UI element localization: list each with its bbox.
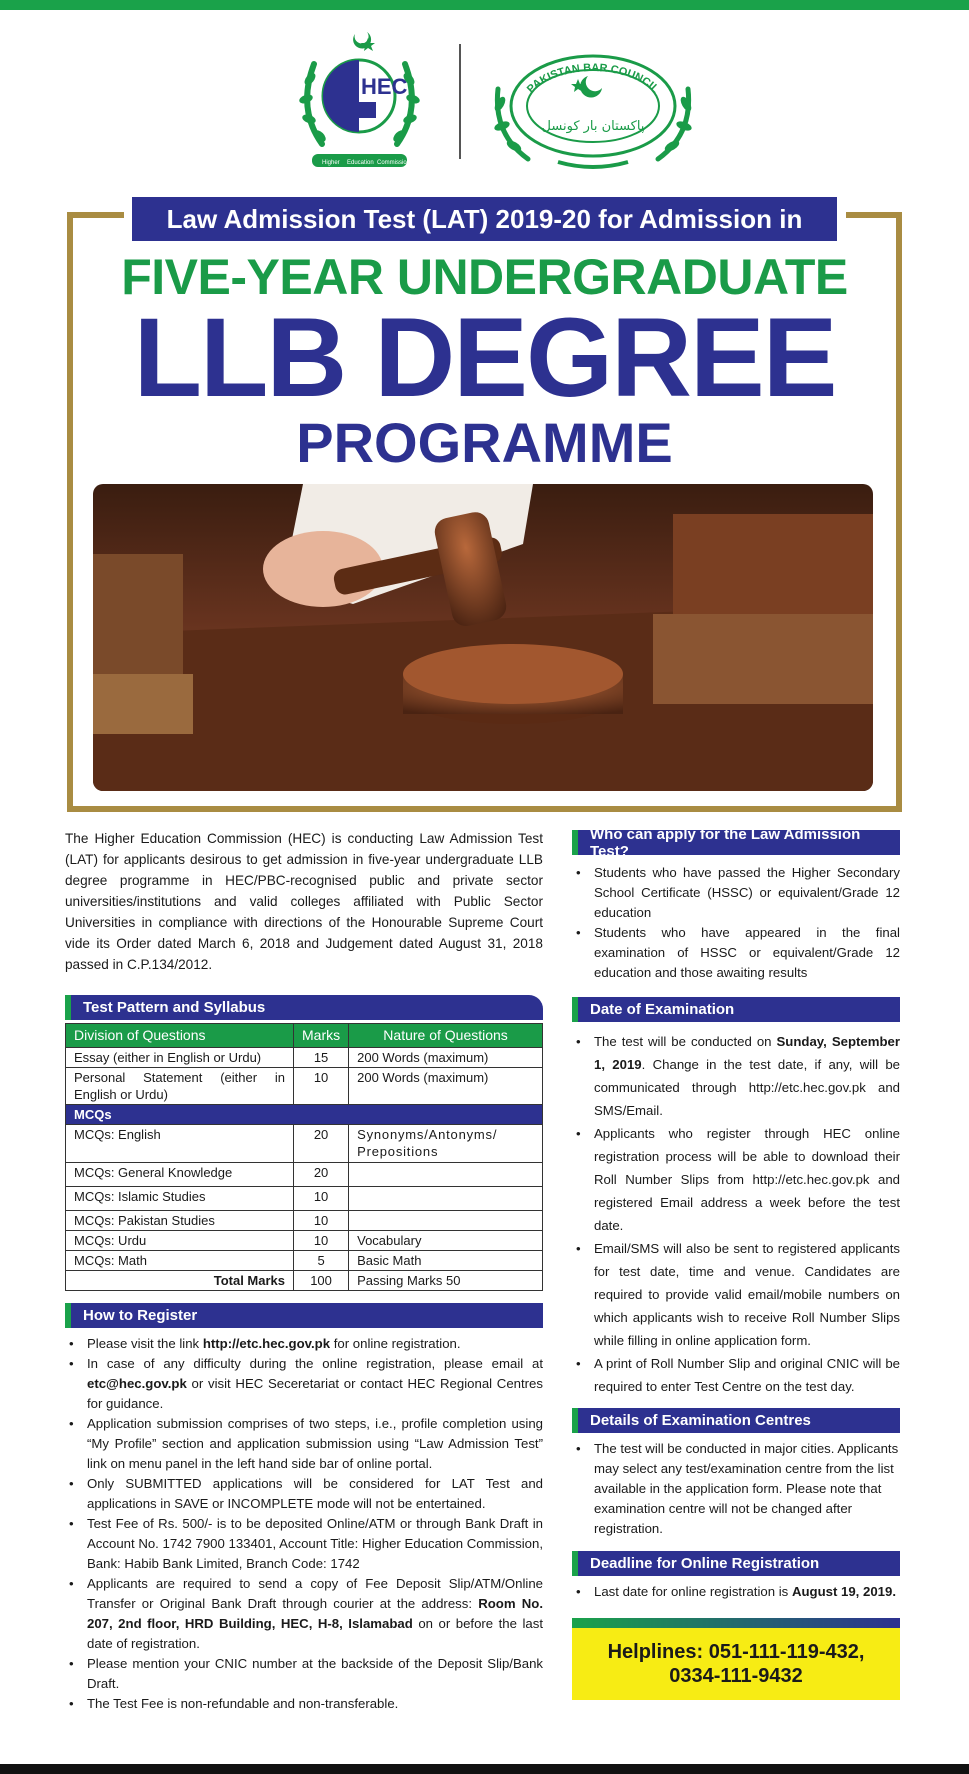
table-row	[66, 1251, 543, 1271]
cell-marks: 10	[294, 1211, 349, 1231]
test-pattern-heading: Test Pattern and Syllabus	[65, 995, 543, 1020]
cell-marks: 5	[294, 1251, 349, 1271]
date-of-exam-heading: Date of Examination	[572, 997, 900, 1022]
col-division: Division of Questions	[66, 1024, 294, 1048]
cell-division: MCQs: General Knowledge	[66, 1163, 294, 1187]
cell-division: MCQs: English	[66, 1125, 294, 1163]
date-of-exam-list	[572, 1030, 900, 1398]
cell-division: Essay (either in English or Urdu)	[66, 1048, 294, 1068]
registration-link[interactable]: http://etc.hec.gov.pk	[202, 1336, 331, 1351]
helpline-strip	[572, 1618, 900, 1628]
cell-marks: 15	[294, 1048, 349, 1068]
list-item: • The test will be conducted in major cities. Applicants may select any test/examination centre from the list available in the application form. Please note that examination centre will not be changed after registration.	[572, 1439, 900, 1539]
cell-marks: 20	[294, 1163, 349, 1187]
cell-division: Personal Statement (either in English or Urdu)	[66, 1068, 294, 1105]
table-row	[66, 1048, 543, 1068]
who-can-apply-list	[572, 863, 900, 983]
total-label: Total Marks	[66, 1271, 294, 1291]
table-header-row	[66, 1024, 543, 1048]
bottom-bar	[0, 1764, 969, 1774]
cell-division: MCQs: Islamic Studies	[66, 1187, 294, 1211]
cell-nature	[349, 1211, 543, 1231]
exam-centres-list	[572, 1439, 900, 1539]
pbc-urdu-text: پاکستان بار کونسل	[541, 119, 645, 134]
list-item: • Please mention your CNIC number at the backside of the Deposit Slip/Bank Draft.	[65, 1654, 543, 1694]
cell-nature: 200 Words (maximum)	[349, 1048, 543, 1068]
how-to-register-heading: How to Register	[65, 1303, 543, 1328]
cell-nature: Vocabulary	[349, 1231, 543, 1251]
list-item: • Application submission comprises of two steps, i.e., profile completion using “My Profile” section and application submission using “Law Admission Test” link on menu panel in the left hand side bar of online portal.	[65, 1414, 543, 1474]
table-row	[66, 1231, 543, 1251]
cell-division: MCQs: Pakistan Studies	[66, 1211, 294, 1231]
test-pattern-table	[65, 1023, 543, 1291]
cell-division: MCQs: Urdu	[66, 1231, 294, 1251]
how-to-register-list	[65, 1334, 543, 1714]
cell-marks: 20	[294, 1125, 349, 1163]
hec-logo	[292, 24, 427, 174]
cell-division: MCQs: Math	[66, 1251, 294, 1271]
title-banner: Law Admission Test (LAT) 2019-20 for Admission in	[132, 197, 837, 241]
svg-text:Higher: Higher	[322, 160, 340, 166]
col-nature: Nature of Questions	[349, 1024, 543, 1048]
left-column	[65, 828, 543, 1714]
svg-text:Education: Education	[347, 160, 374, 166]
mcq-label: MCQs	[66, 1105, 543, 1125]
list-item: • A print of Roll Number Slip and original CNIC will be required to enter Test Centre on the test day.	[572, 1352, 900, 1398]
top-green-bar	[0, 0, 969, 10]
list-item: • The test will be conducted on Sunday, September 1, 2019. Change in the test date, if any, will be communicated through http://etc.hec.gov.pk and SMS/Email.	[572, 1030, 900, 1122]
support-email[interactable]: etc@hec.gov.pk	[87, 1376, 187, 1391]
mcq-section-row	[66, 1105, 543, 1125]
list-item: • Email/SMS will also be sent to registered applicants for test date, time and venue. Candidates are required to provide valid email/mobile numbers on which applicants wish to receive Roll Number Slips while filling in online application form.	[572, 1237, 900, 1352]
helpline-line1: Helplines: 051-111-119-432,	[607, 1641, 865, 1663]
cell-marks: 10	[294, 1231, 349, 1251]
list-item: • Applicants who register through HEC online registration process will be able to download their Roll Number Slips from http://etc.hec.gov.pk and registered Email address a week before the test date.	[572, 1122, 900, 1237]
exam-centres-heading: Details of Examination Centres	[572, 1408, 900, 1433]
pakistan-bar-council-logo	[488, 44, 698, 174]
passing-marks: Passing Marks 50	[349, 1271, 543, 1291]
list-item: • Students who have appeared in the final examination of HSSC or equivalent/Grade 12 education and those awaiting results	[572, 923, 900, 983]
gavel-photo	[93, 484, 873, 791]
cell-marks: 10	[294, 1068, 349, 1105]
table-row	[66, 1187, 543, 1211]
list-item: • Last date for online registration is August 19, 2019.	[572, 1582, 900, 1602]
list-item: • In case of any difficulty during the online registration, please email at etc@hec.gov.pk or visit HEC Seceretariat or contact HEC Regional Centres for guidance.	[65, 1354, 543, 1414]
table-row	[66, 1125, 543, 1163]
table-row	[66, 1211, 543, 1231]
list-item: • Test Fee of Rs. 500/- is to be deposited Online/ATM or through Bank Draft in Account No. 1742 7900 133401, Account Title: Higher Education Commission, Bank: Habib Bank Limited, Branch Code: 1742	[65, 1514, 543, 1574]
cell-marks: 10	[294, 1187, 349, 1211]
headline-five-year: FIVE-YEAR UNDERGRADUATE	[121, 249, 848, 305]
list-item: • Students who have passed the Higher Secondary School Certificate (HSSC) or equivalent/Grade 12 education	[572, 863, 900, 923]
table-row	[66, 1163, 543, 1187]
courier-address: Room No. 207, 2nd floor, HRD Building, HEC, H-8, Islamabad	[87, 1596, 543, 1631]
col-marks: Marks	[294, 1024, 349, 1048]
helpline-box	[572, 1628, 900, 1700]
headline-llb-degree: LLB DEGREE	[133, 295, 836, 420]
helpline-line2: 0334-111-9432	[669, 1665, 803, 1687]
headline-programme: PROGRAMME	[296, 411, 673, 474]
table-row	[66, 1068, 543, 1105]
list-item: • Please visit the link http://etc.hec.gov.pk for online registration.	[65, 1334, 543, 1354]
logo-row	[0, 20, 969, 180]
cell-nature: 200 Words (maximum)	[349, 1068, 543, 1105]
who-can-apply-heading: Who can apply for the Law Admission Test?	[572, 830, 900, 855]
svg-text:Commission: Commission	[377, 160, 411, 166]
cell-nature	[349, 1187, 543, 1211]
list-item: • Only SUBMITTED applications will be considered for LAT Test and applications in SAVE or INCOMPLETE mode will not be entertained.	[65, 1474, 543, 1514]
logo-divider	[459, 44, 461, 159]
deadline-list	[572, 1582, 900, 1602]
intro-paragraph: The Higher Education Commission (HEC) is conducting Law Admission Test (LAT) for applicants desirous to get admission in five-year undergraduate LLB degree programme in HEC/PBC-recognised public and private sector universities/institutions and valid colleges affiliated with Public Sector Universities in compliance with directions of the Honourable Supreme Court vide its Order dated March 6, 2018 and Judgement dated August 31, 2018 passed in C.P.134/2012.	[65, 831, 543, 972]
list-item: • Applicants are required to send a copy of Fee Deposit Slip/ATM/Online Transfer or Original Bank Draft through courier at the address: Room No. 207, 2nd floor, HRD Building, HEC, H-8, Islamabad on or before the last date of registration.	[65, 1574, 543, 1654]
svg-text:HEC: HEC	[361, 74, 408, 99]
pbc-logo-text: PAKISTAN BAR COUNCIL	[524, 62, 662, 96]
cell-nature: Basic Math	[349, 1251, 543, 1271]
total-marks: 100	[294, 1271, 349, 1291]
cell-nature	[349, 1163, 543, 1187]
total-row	[66, 1271, 543, 1291]
list-item: • The Test Fee is non-refundable and non-transferable.	[65, 1694, 543, 1714]
right-column	[572, 825, 901, 1700]
cell-nature: Synonyms/Antonyms/ Prepositions	[349, 1125, 543, 1163]
deadline-heading: Deadline for Online Registration	[572, 1551, 900, 1576]
